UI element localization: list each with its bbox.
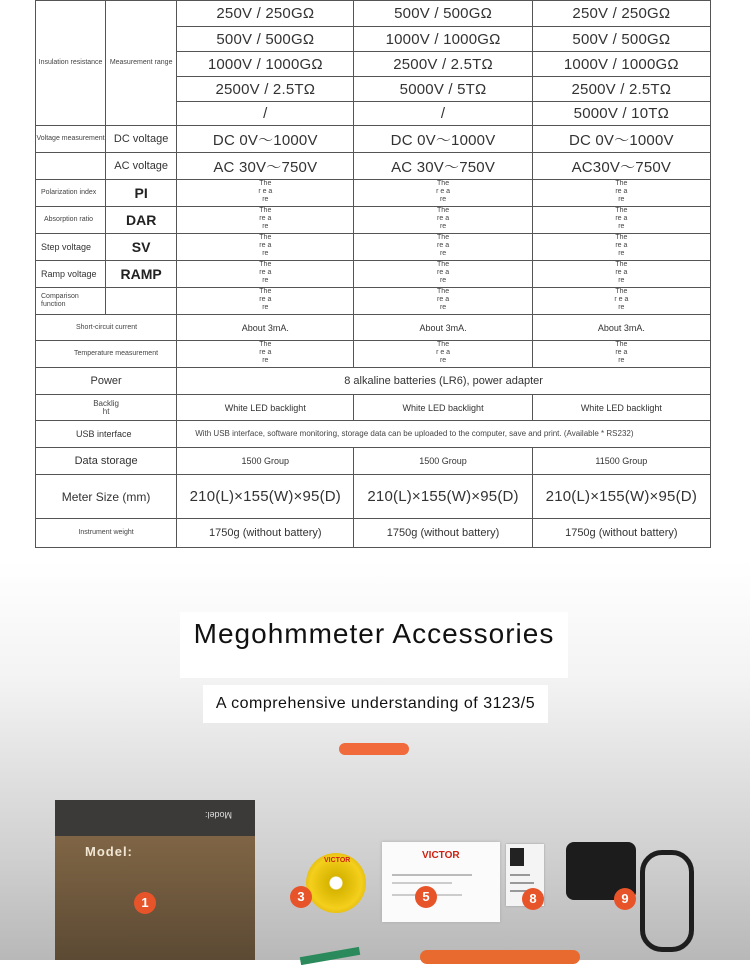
usb-value: With USB interface, software monitoring, storage data can be uploaded to the computer, save and print. (Available * RS232) xyxy=(177,421,711,448)
table-cell: 500V / 500GΩ xyxy=(532,27,710,52)
ac-voltage-label: AC voltage xyxy=(106,153,177,180)
table-cell: 1750g (without battery) xyxy=(354,519,532,548)
table-cell: There are xyxy=(354,234,532,261)
table-cell: About 3mA. xyxy=(177,315,354,341)
table-cell: About 3mA. xyxy=(354,315,532,341)
table-cell: There are xyxy=(354,288,532,315)
table-cell: There are xyxy=(177,261,354,288)
user-manual-image xyxy=(382,842,500,922)
number-badge: 8 xyxy=(522,888,544,910)
weight-label: Instrument weight xyxy=(36,519,177,548)
table-row xyxy=(36,395,711,421)
empty-cell xyxy=(36,153,106,180)
software-cd-image xyxy=(306,853,366,913)
table-row xyxy=(36,421,711,448)
power-cable-image xyxy=(640,850,694,952)
table-cell: Ther e are xyxy=(177,180,354,207)
cd-brand: VICTOR xyxy=(324,857,351,864)
pi-code: PI xyxy=(106,180,177,207)
manual-brand: VICTOR xyxy=(422,850,460,861)
table-cell: There are xyxy=(177,288,354,315)
table-cell: 1000V / 1000GΩ xyxy=(354,27,532,52)
measurement-range-label: Measurement range xyxy=(106,1,177,126)
dc-voltage-label: DC voltage xyxy=(106,126,177,153)
table-cell: 250V / 250GΩ xyxy=(532,1,710,27)
table-cell: 210(L)×155(W)×95(D) xyxy=(177,475,354,519)
table-row xyxy=(36,180,711,207)
table-cell: White LED backlight xyxy=(177,395,354,421)
meter-size-label: Meter Size (mm) xyxy=(36,475,177,519)
table-cell: AC 30V～750V xyxy=(354,153,532,180)
table-cell: There are xyxy=(177,207,354,234)
table-cell: Ther e are xyxy=(532,288,710,315)
box-model-text: Model: xyxy=(85,844,133,859)
table-cell: 1750g (without battery) xyxy=(177,519,354,548)
table-row xyxy=(36,315,711,341)
table-cell: There are xyxy=(532,341,710,368)
table-cell: Ther e are xyxy=(354,341,532,368)
table-cell: 1500 Group xyxy=(177,448,354,475)
table-cell: 500V / 500GΩ xyxy=(354,1,532,27)
number-badge: 3 xyxy=(290,886,312,908)
manual-lines xyxy=(392,872,482,904)
absorption-ratio-label: Absorption ratio xyxy=(36,207,106,234)
table-cell: There are xyxy=(354,207,532,234)
table-row xyxy=(36,234,711,261)
table-cell: / xyxy=(177,102,354,126)
table-cell: DC 0V～1000V xyxy=(177,126,354,153)
table-cell: Ther e are xyxy=(354,180,532,207)
section-subtitle: A comprehensive understanding of 3123/5 xyxy=(203,685,548,723)
table-cell: 500V / 500GΩ xyxy=(177,27,354,52)
table-cell: AC 30V～750V xyxy=(177,153,354,180)
box-model-text-upside: Model: xyxy=(205,810,233,820)
table-cell: There are xyxy=(532,261,710,288)
product-box-image xyxy=(55,800,255,960)
table-cell: 210(L)×155(W)×95(D) xyxy=(532,475,710,519)
power-value: 8 alkaline batteries (LR6), power adapter xyxy=(177,368,711,395)
table-cell: / xyxy=(354,102,532,126)
table-row xyxy=(36,341,711,368)
section-title: Megohmmeter Accessories xyxy=(180,612,568,678)
sv-code: SV xyxy=(106,234,177,261)
table-cell: 2500V / 2.5TΩ xyxy=(177,77,354,102)
dar-code: DAR xyxy=(106,207,177,234)
table-row xyxy=(36,368,711,395)
table-cell: DC 0V～1000V xyxy=(354,126,532,153)
spec-table xyxy=(35,0,711,548)
power-label: Power xyxy=(36,368,177,395)
polarization-index-label: Polarization index xyxy=(36,180,106,207)
table-cell: 1000V / 1000GΩ xyxy=(177,52,354,77)
table-cell: AC30V～750V xyxy=(532,153,710,180)
table-cell: There are xyxy=(354,261,532,288)
table-cell: 2500V / 2.5TΩ xyxy=(532,77,710,102)
temperature-label: Temperature measurement xyxy=(36,341,177,368)
table-row xyxy=(36,207,711,234)
table-row xyxy=(36,126,711,153)
table-row xyxy=(36,288,711,315)
table-cell: 250V / 250GΩ xyxy=(177,1,354,27)
table-cell: There are xyxy=(177,341,354,368)
number-badge: 1 xyxy=(134,892,156,914)
table-row xyxy=(36,448,711,475)
table-cell: 1000V / 1000GΩ xyxy=(532,52,710,77)
data-storage-label: Data storage xyxy=(36,448,177,475)
table-cell: 5000V / 10TΩ xyxy=(532,102,710,126)
table-cell: 11500 Group xyxy=(532,448,710,475)
accent-divider xyxy=(339,743,409,755)
ramp-voltage-label: Ramp voltage xyxy=(36,261,106,288)
table-row xyxy=(36,1,711,27)
insulation-label: Insulation resistance xyxy=(36,1,106,126)
table-cell: White LED backlight xyxy=(354,395,532,421)
step-voltage-label: Step voltage xyxy=(36,234,106,261)
table-cell: There are xyxy=(532,207,710,234)
usb-label: USB interface xyxy=(36,421,177,448)
table-cell: 210(L)×155(W)×95(D) xyxy=(354,475,532,519)
number-badge: 5 xyxy=(415,886,437,908)
table-row xyxy=(36,475,711,519)
table-cell: 1500 Group xyxy=(354,448,532,475)
table-cell: 2500V / 2.5TΩ xyxy=(354,52,532,77)
table-row xyxy=(36,153,711,180)
manual-lines-graphic xyxy=(392,872,482,902)
voltage-measurement-label: Voltage measurement xyxy=(36,126,106,153)
table-cell: DC 0V～1000V xyxy=(532,126,710,153)
table-cell: White LED backlight xyxy=(532,395,710,421)
test-clip-image xyxy=(420,950,580,964)
empty-cell xyxy=(106,288,177,315)
table-cell: There are xyxy=(532,234,710,261)
ramp-code: RAMP xyxy=(106,261,177,288)
table-cell: There are xyxy=(177,234,354,261)
table-cell: 5000V / 5TΩ xyxy=(354,77,532,102)
table-row xyxy=(36,519,711,548)
table-cell: There are xyxy=(532,180,710,207)
table-cell: About 3mA. xyxy=(532,315,710,341)
number-badge: 9 xyxy=(614,888,636,910)
table-cell: 1750g (without battery) xyxy=(532,519,710,548)
comparison-function-label: Comparison function xyxy=(36,288,106,315)
short-circuit-label: Short-circuit current xyxy=(36,315,177,341)
table-row xyxy=(36,261,711,288)
backlight-label: Backlig ht xyxy=(36,395,177,421)
